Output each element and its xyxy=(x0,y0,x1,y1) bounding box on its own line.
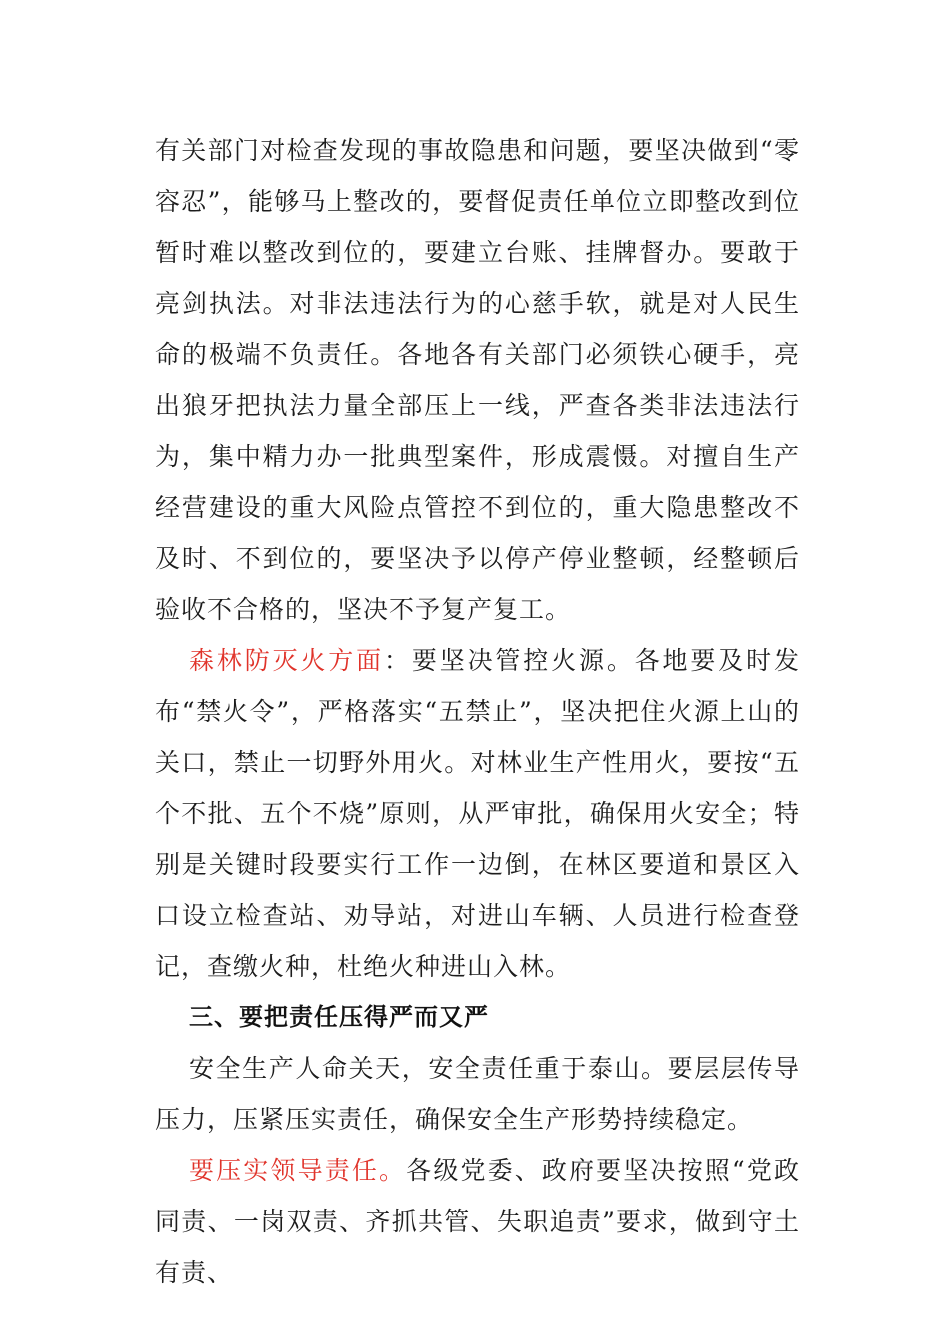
paragraph-leadership-text: 各级党委、政府要坚决按照“党政同责、一岗双责、齐抓共管、失职追责”要求，做到守土有责、 xyxy=(155,1156,800,1287)
paragraph-forest-fire xyxy=(155,635,800,992)
section-heading-3: 三、要把责任压得严而又严 xyxy=(189,1003,489,1031)
document-body xyxy=(155,125,800,1298)
paragraph-responsibility-intro: 安全生产人命关天，安全责任重于泰山。要层层传导压力，压紧压实责任，确保安全生产形势持续稳定。 xyxy=(155,1054,800,1134)
highlight-forest-fire: 森林防灭火方面 xyxy=(189,646,384,675)
highlight-leadership: 要压实领导责任。 xyxy=(189,1156,407,1185)
paragraph-leadership xyxy=(155,1145,800,1298)
paragraph-forest-fire-text: ：要坚决管控火源。各地要及时发布“禁火令”，严格落实“五禁止”，坚决把住火源上山的关口，禁止一切野外用火。对林业生产性用火，要按“五个不批、五个不烧”原则，从严审批，确保用火安全；特别是关键时段要实行工作一边倒，在林区要道和景区入口设立检查站、劝导站，对进山车辆、人员进行检查登记，查缴火种，杜绝火种进山入林。 xyxy=(155,646,800,981)
paragraph-enforcement: 有关部门对检查发现的事故隐患和问题，要坚决做到“零容忍”，能够马上整改的，要督促责任单位立即整改到位暂时难以整改到位的，要建立台账、挂牌督办。要敢于亮剑执法。对非法违法行为的心慈手软，就是对人民生命的极端不负责任。各地各有关部门必须铁心硬手，亮出狼牙把执法力量全部压上一线，严查各类非法违法行为，集中精力办一批典型案件，形成震慑。对擅自生产经营建设的重大风险点管控不到位的，重大隐患整改不及时、不到位的，要坚决予以停产停业整顿，经整顿后验收不合格的，坚决不予复产复工。 xyxy=(155,136,800,624)
